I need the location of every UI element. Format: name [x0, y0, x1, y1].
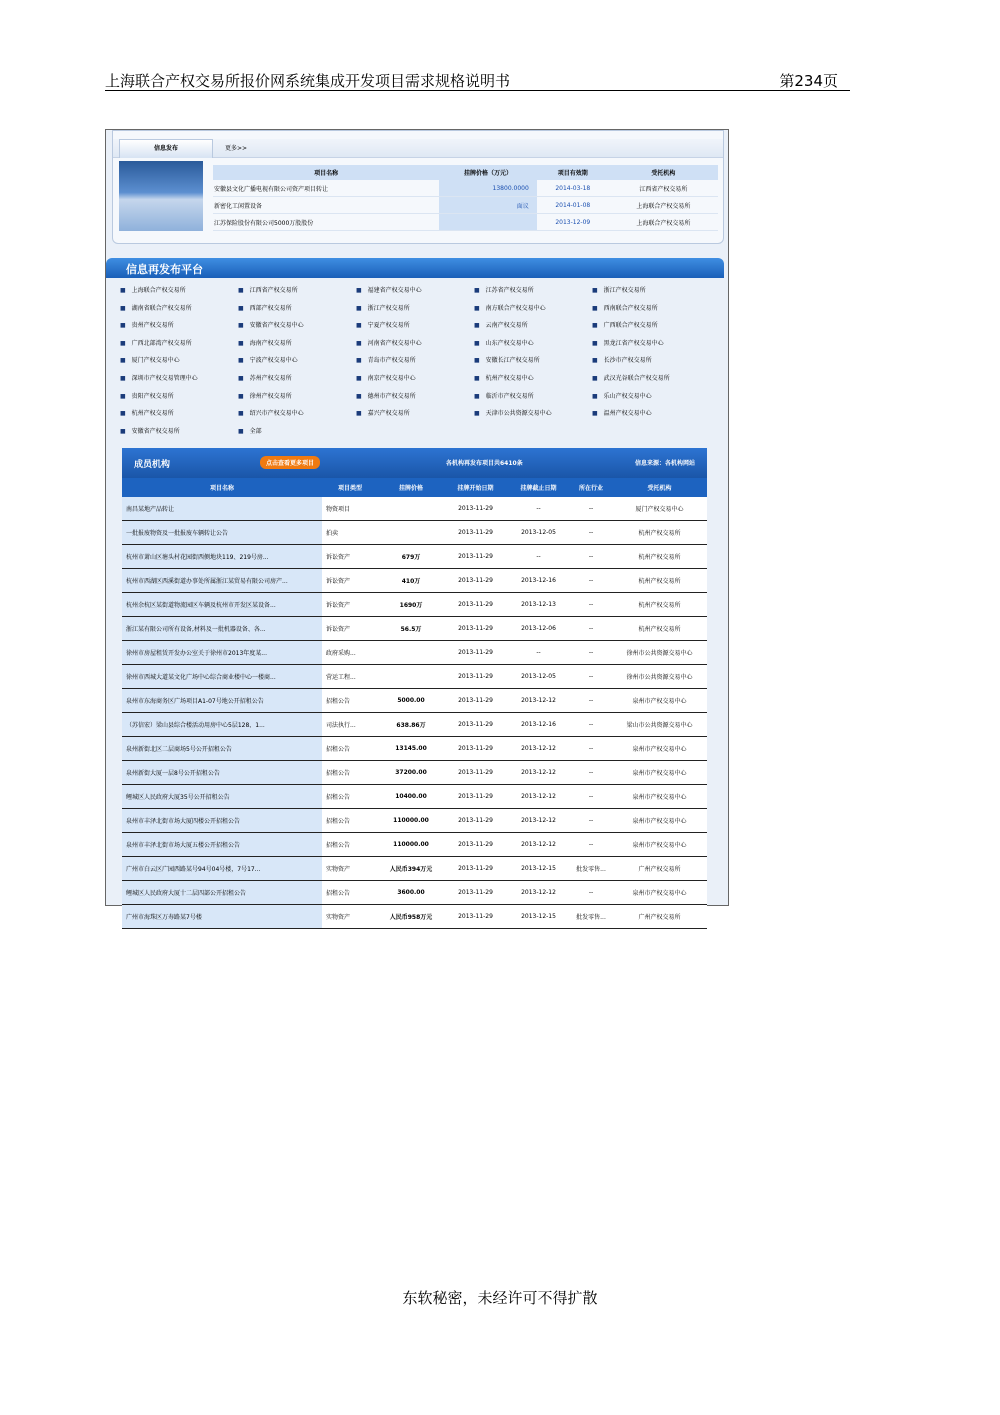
member-row	[122, 665, 707, 689]
release-price	[439, 214, 537, 231]
institution-link[interactable]: ■ 深圳市产权交易管理中心	[120, 373, 198, 382]
member-cell: 实物资产	[322, 857, 378, 881]
member-cell: 广州产权交易所	[612, 905, 707, 929]
member-cell: 2013-12-06	[507, 617, 570, 641]
institution-link[interactable]: ■ 武汉光谷联合产权交易所	[592, 373, 670, 382]
institution-link[interactable]: ■ 贵州产权交易所	[120, 320, 174, 329]
member-cell: 2013-12-12	[507, 761, 570, 785]
member-cell: 3600.00	[378, 881, 444, 905]
member-cell: 司法执行...	[322, 713, 378, 737]
member-cell: 2013-11-29	[444, 713, 507, 737]
institution-link[interactable]: ■ 青岛市产权交易所	[356, 355, 416, 364]
member-cell: 2013-12-12	[507, 809, 570, 833]
member-cell	[378, 497, 444, 521]
member-cell	[378, 665, 444, 689]
info-release-panel	[112, 130, 724, 244]
member-cell: 招租公告	[322, 881, 378, 905]
tab-info-release[interactable]: 信息发布	[119, 139, 213, 158]
member-cell: 广州产权交易所	[612, 857, 707, 881]
member-cell: 2013-11-29	[444, 641, 507, 665]
more-link[interactable]: 更多>>	[225, 145, 248, 152]
release-price: 13800.0000	[439, 180, 537, 197]
members-bar	[122, 448, 707, 478]
member-cell: --	[570, 569, 612, 593]
page-header	[105, 70, 850, 91]
institution-link[interactable]: ■ 黑龙江省产权交易中心	[592, 338, 664, 347]
member-cell: 13145.00	[378, 737, 444, 761]
release-column-header: 项目名称	[213, 165, 439, 180]
member-cell: 诉讼资产	[322, 617, 378, 641]
member-cell: 2013-12-16	[507, 569, 570, 593]
member-cell: 2013-12-05	[507, 521, 570, 545]
member-row	[122, 713, 707, 737]
release-agency: 上海联合产权交易所	[609, 197, 718, 214]
member-cell: --	[570, 809, 612, 833]
member-cell: 泉州市产权交易中心	[612, 833, 707, 857]
member-cell: 招租公告	[322, 689, 378, 713]
member-cell: 56.5万	[378, 617, 444, 641]
institution-link[interactable]: ■ 浙江产权交易所	[592, 285, 646, 294]
member-cell: 实物资产	[322, 905, 378, 929]
member-cell: 营运工程...	[322, 665, 378, 689]
view-more-button[interactable]: 点击查看更多项目	[260, 456, 320, 469]
member-row	[122, 905, 707, 929]
member-cell: 招租公告	[322, 833, 378, 857]
member-project-name[interactable]: （苏信宏）梁山县综合楼活动用房中心5层128、1...	[122, 713, 322, 737]
member-cell: 2013-12-15	[507, 905, 570, 929]
member-cell: 诉讼资产	[322, 545, 378, 569]
members-column-header: 项目类型	[322, 478, 378, 497]
release-price: 面议	[439, 197, 537, 214]
institution-link[interactable]: ■ 安徽省产权交易所	[120, 426, 180, 435]
institution-link[interactable]: ■ 临沂市产权交易所	[474, 391, 534, 400]
member-cell: 泉州市产权交易中心	[612, 881, 707, 905]
confidential-footer: 东软秘密，未经许可不得扩散	[402, 1289, 598, 1307]
release-column-header: 项目有效期	[537, 165, 609, 180]
member-cell: 2013-12-12	[507, 833, 570, 857]
member-cell: --	[507, 545, 570, 569]
member-cell: 杭州产权交易所	[612, 593, 707, 617]
member-cell: 诉讼资产	[322, 593, 378, 617]
institution-link[interactable]: ■ 安徽省产权交易中心	[238, 320, 304, 329]
member-cell: 110000.00	[378, 809, 444, 833]
member-cell: 2013-11-29	[444, 785, 507, 809]
institution-link[interactable]: ■ 贵阳产权交易所	[120, 391, 174, 400]
release-project-name[interactable]: 新密化工闲置设备	[213, 197, 439, 214]
member-cell: 2013-11-29	[444, 857, 507, 881]
institution-link[interactable]: ■ 江苏省产权交易所	[474, 285, 534, 294]
member-project-name[interactable]: 徐州市房屋租赁开发办公室关于徐州市2013年度某...	[122, 641, 322, 665]
member-row	[122, 617, 707, 641]
member-cell: 泉州市产权交易中心	[612, 785, 707, 809]
member-cell: --	[570, 521, 612, 545]
institution-link[interactable]: ■ 广西北部湾产权交易所	[120, 338, 192, 347]
member-cell: 招租公告	[322, 737, 378, 761]
institution-link[interactable]: ■ 乐山产权交易中心	[592, 391, 652, 400]
member-cell: 人民币958万元	[378, 905, 444, 929]
member-row	[122, 545, 707, 569]
member-cell: 110000.00	[378, 833, 444, 857]
member-row	[122, 833, 707, 857]
member-row	[122, 593, 707, 617]
institution-link[interactable]: ■ 绍兴市产权交易中心	[238, 408, 304, 417]
institution-link[interactable]: ■ 南京产权交易中心	[356, 373, 416, 382]
member-cell: 2013-12-12	[507, 785, 570, 809]
institution-link[interactable]: ■ 南方联合产权交易中心	[474, 303, 546, 312]
institution-link[interactable]: ■ 福建省产权交易中心	[356, 285, 422, 294]
member-cell: 拍卖	[322, 521, 378, 545]
institution-link[interactable]: ■ 安徽长江产权交易所	[474, 355, 540, 364]
member-row	[122, 785, 707, 809]
member-cell: 410万	[378, 569, 444, 593]
member-cell: --	[570, 617, 612, 641]
member-cell: 杭州产权交易所	[612, 617, 707, 641]
member-row	[122, 809, 707, 833]
member-cell: 2013-11-29	[444, 521, 507, 545]
member-row	[122, 689, 707, 713]
member-project-name[interactable]: 南昌某地产品转让	[122, 497, 322, 521]
member-project-name[interactable]: 浙江某有限公司所有设备,材料及一批机器设备、各...	[122, 617, 322, 641]
member-cell: 杭州产权交易所	[612, 569, 707, 593]
release-column-header: 挂牌价格（万元）	[439, 165, 537, 180]
member-cell: 37200.00	[378, 761, 444, 785]
institution-link[interactable]: ■ 天津市公共资源交易中心	[474, 408, 552, 417]
institution-link[interactable]: ■ 云南产权交易所	[474, 320, 528, 329]
member-cell: 招租公告	[322, 809, 378, 833]
institution-link[interactable]: ■ 湖南省联合产权交易所	[120, 303, 192, 312]
member-cell: 2013-12-13	[507, 593, 570, 617]
member-row	[122, 857, 707, 881]
member-row	[122, 737, 707, 761]
member-cell: 诉讼资产	[322, 569, 378, 593]
member-cell: 招租公告	[322, 761, 378, 785]
members-title: 成员机构	[134, 460, 171, 470]
institution-link[interactable]: ■ 上海联合产权交易所	[120, 285, 186, 294]
republish-title-bar	[106, 258, 724, 278]
member-cell: 批发零售...	[570, 905, 612, 929]
member-cell: --	[570, 545, 612, 569]
release-agency: 江西省产权交易所	[609, 180, 718, 197]
institution-link[interactable]: ■ 河南省产权交易中心	[356, 338, 422, 347]
member-cell: 1690万	[378, 593, 444, 617]
member-cell: 2013-11-29	[444, 665, 507, 689]
release-project-name[interactable]: 江苏保险股份有限公司5000万股股份	[213, 214, 439, 231]
member-cell: 招租公告	[322, 785, 378, 809]
member-project-name[interactable]: 杭州市西湖区西溪街道办事处所属浙江某贸易有限公司房产...	[122, 569, 322, 593]
member-project-name[interactable]: 泉州市丰泽北街市场大厦四楼公开招租公告	[122, 809, 322, 833]
member-cell: 2013-11-29	[444, 809, 507, 833]
member-project-name[interactable]: 杭州市萧山区塘头村花园街西侧地块119、219号房...	[122, 545, 322, 569]
member-cell: 2013-11-29	[444, 545, 507, 569]
member-cell: 梁山市公共资源交易中心	[612, 713, 707, 737]
info-source: 信息来源：各机构网站	[634, 460, 695, 467]
institution-link[interactable]: ■ 宁波产权交易中心	[238, 355, 298, 364]
member-cell: 2013-11-29	[444, 617, 507, 641]
member-cell: 泉州市产权交易中心	[612, 761, 707, 785]
member-cell: 2013-11-29	[444, 689, 507, 713]
member-project-name[interactable]: 泉州新街大厦一层8号公开招租公告	[122, 761, 322, 785]
member-cell: 10400.00	[378, 785, 444, 809]
member-row	[122, 521, 707, 545]
member-cell: 人民币394万元	[378, 857, 444, 881]
release-date: 2014-01-08	[537, 197, 609, 214]
member-project-name[interactable]: 泉州市丰泽北街市场大厦五楼公开招租公告	[122, 833, 322, 857]
release-table	[213, 165, 718, 231]
member-project-name[interactable]: 一批报废物资及一批报废车辆转让公告	[122, 521, 322, 545]
institution-link[interactable]: ■ 徐州产权交易所	[238, 391, 292, 400]
member-cell: 杭州产权交易所	[612, 521, 707, 545]
member-cell: 2013-12-15	[507, 857, 570, 881]
project-count: 各机构再发布项目共6410条	[446, 460, 523, 467]
member-row	[122, 497, 707, 521]
members-column-header: 项目名称	[122, 478, 322, 497]
page-number: 第234页	[779, 72, 838, 90]
member-cell: --	[507, 641, 570, 665]
member-cell: --	[570, 713, 612, 737]
members-column-header: 挂牌价格	[378, 478, 444, 497]
member-cell: 徐州市公共资源交易中心	[612, 665, 707, 689]
members-panel	[122, 448, 707, 921]
release-column-header: 受托机构	[609, 165, 718, 180]
member-cell: 2013-11-29	[444, 761, 507, 785]
member-cell: 2013-11-29	[444, 569, 507, 593]
member-cell: 泉州市产权交易中心	[612, 737, 707, 761]
member-cell: 2013-11-29	[444, 497, 507, 521]
release-date: 2013-12-09	[537, 214, 609, 231]
release-row	[213, 180, 718, 197]
screenshot-figure	[105, 129, 729, 921]
member-cell: 2013-12-12	[507, 689, 570, 713]
member-cell: 638.86万	[378, 713, 444, 737]
member-project-name[interactable]: 泉州市东海商务区广场项目A1-07号地公开招租公告	[122, 689, 322, 713]
member-cell: 2013-11-29	[444, 833, 507, 857]
institution-link[interactable]: ■ 广西联合产权交易所	[592, 320, 658, 329]
member-cell: --	[570, 665, 612, 689]
member-cell: 徐州市公共资源交易中心	[612, 641, 707, 665]
institution-link[interactable]: ■ 苏州产权交易所	[238, 373, 292, 382]
member-cell: --	[570, 641, 612, 665]
members-table	[122, 478, 707, 929]
member-row	[122, 881, 707, 905]
members-column-header: 挂牌截止日期	[507, 478, 570, 497]
member-cell: 2013-12-05	[507, 665, 570, 689]
release-row	[213, 214, 718, 231]
member-project-name[interactable]: 鲤城区人民政府大厦十二层四部公开招租公告	[122, 881, 322, 905]
members-column-header: 所在行业	[570, 478, 612, 497]
member-cell: --	[570, 761, 612, 785]
member-cell: 物资项目	[322, 497, 378, 521]
release-project-name[interactable]: 安徽县文化广播电视有限公司资产项目转让	[213, 180, 439, 197]
member-cell: --	[570, 593, 612, 617]
members-column-header: 挂牌开始日期	[444, 478, 507, 497]
member-cell: --	[570, 737, 612, 761]
institution-link[interactable]: ■ 全部	[238, 426, 262, 435]
member-cell: 2013-11-29	[444, 905, 507, 929]
member-cell: 杭州产权交易所	[612, 545, 707, 569]
release-row	[213, 197, 718, 214]
document-title: 上海联合产权交易所报价网系统集成开发项目需求规格说明书	[105, 72, 511, 90]
member-cell: 泉州市产权交易中心	[612, 809, 707, 833]
members-column-header: 受托机构	[612, 478, 707, 497]
member-project-name[interactable]: 广州市海珠区万寿路某7号楼	[122, 905, 322, 929]
member-row	[122, 569, 707, 593]
member-cell: 2013-11-29	[444, 881, 507, 905]
institution-link[interactable]: ■ 杭州产权交易中心	[474, 373, 534, 382]
member-cell: 2013-11-29	[444, 737, 507, 761]
member-project-name[interactable]: 泉州新街北区二层商场5号公开招租公告	[122, 737, 322, 761]
institution-link[interactable]: ■ 宁夏产权交易所	[356, 320, 410, 329]
member-cell: 2013-12-12	[507, 881, 570, 905]
institution-link[interactable]: ■ 嘉兴产权交易所	[356, 408, 410, 417]
member-cell: --	[570, 785, 612, 809]
institution-link[interactable]: ■ 浙江产权交易所	[356, 303, 410, 312]
member-cell: --	[570, 881, 612, 905]
institution-link[interactable]: ■ 厦门产权交易中心	[120, 355, 180, 364]
republish-title: 信息再发布平台	[126, 263, 203, 276]
member-cell: 厦门产权交易中心	[612, 497, 707, 521]
institution-link[interactable]: ■ 西南联合产权交易所	[592, 303, 658, 312]
member-cell: 2013-12-12	[507, 737, 570, 761]
institution-link[interactable]: ■ 江西省产权交易所	[238, 285, 298, 294]
member-cell: --	[570, 497, 612, 521]
institution-link[interactable]: ■ 西部产权交易所	[238, 303, 292, 312]
member-project-name[interactable]: 杭州余杭区某街道物流园区车辆及杭州市开发区某设备...	[122, 593, 322, 617]
tab-bar	[113, 139, 723, 158]
member-cell: --	[570, 689, 612, 713]
member-row	[122, 641, 707, 665]
institution-link[interactable]: ■ 长沙市产权交易所	[592, 355, 652, 364]
member-cell: 泉州市产权交易中心	[612, 689, 707, 713]
member-row	[122, 761, 707, 785]
member-cell: 批发零售...	[570, 857, 612, 881]
member-project-name[interactable]: 徐州市西城大道某文化广场中心综合商业楼中心一楼商...	[122, 665, 322, 689]
member-cell: 679万	[378, 545, 444, 569]
institution-link[interactable]: ■ 海南产权交易所	[238, 338, 292, 347]
member-cell: 政府采购...	[322, 641, 378, 665]
member-cell: 2013-11-29	[444, 593, 507, 617]
institution-link[interactable]: ■ 温州产权交易中心	[592, 408, 652, 417]
member-cell: --	[507, 497, 570, 521]
member-cell: 2013-12-16	[507, 713, 570, 737]
institution-link[interactable]: ■ 德州市产权交易所	[356, 391, 416, 400]
member-project-name[interactable]: 鲤城区人民政府大厦35号公开招租公告	[122, 785, 322, 809]
member-cell: --	[570, 833, 612, 857]
member-cell: 5000.00	[378, 689, 444, 713]
release-date: 2014-03-18	[537, 180, 609, 197]
globe-banner-image	[119, 161, 203, 231]
institution-link[interactable]: ■ 山东产权交易中心	[474, 338, 534, 347]
institution-link[interactable]: ■ 杭州产权交易所	[120, 408, 174, 417]
release-agency: 上海联合产权交易所	[609, 214, 718, 231]
member-cell	[378, 641, 444, 665]
member-project-name[interactable]: 广州市白云区广园西路某号94号04号楼，7号17...	[122, 857, 322, 881]
member-cell	[378, 521, 444, 545]
